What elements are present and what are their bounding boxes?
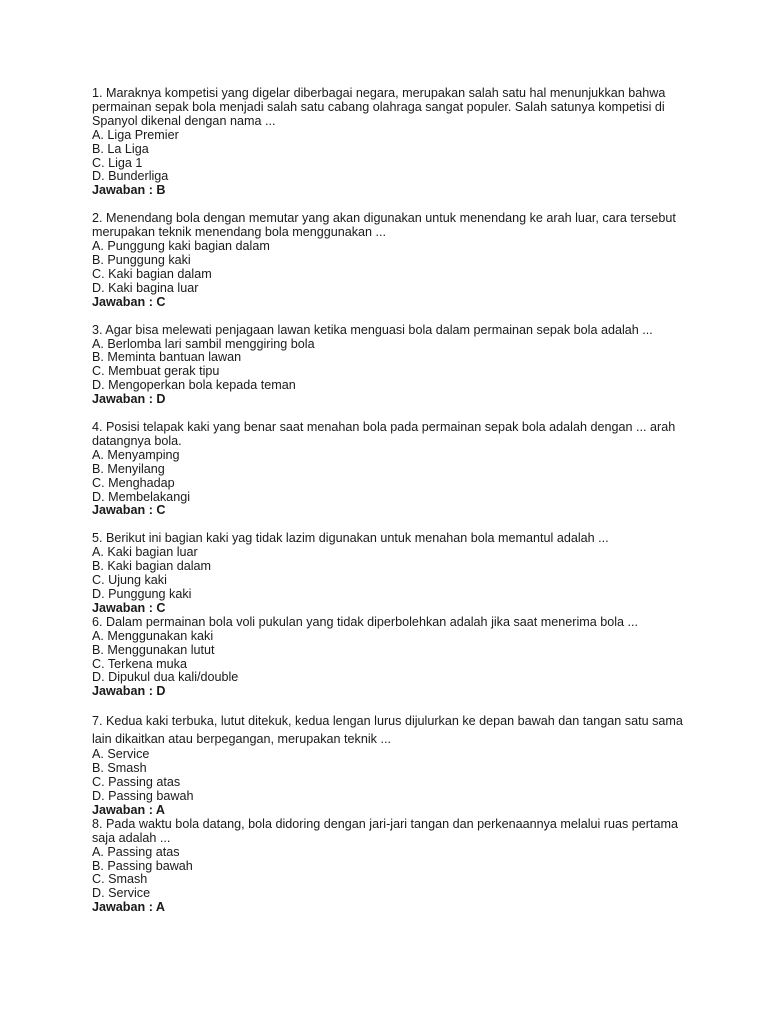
option-b: B. La Liga bbox=[92, 141, 149, 156]
answer-key: Jawaban : D bbox=[92, 392, 166, 407]
question-text: 5. Berikut ini bagian kaki yag tidak lazim digunakan untuk menahan bola memantul adalah ... bbox=[92, 531, 609, 546]
answer-key: Jawaban : A bbox=[92, 802, 166, 817]
answer-key: Jawaban : C bbox=[92, 294, 166, 309]
option-b: B. Menggunakan lutut bbox=[92, 642, 215, 657]
question-text: 3. Agar bisa melewati penjagaan lawan ketika menguasi bola dalam permainan sepak bola adalah ... bbox=[92, 322, 653, 337]
question-text: 1. Maraknya kompetisi yang digelar diberbagai negara, merupakan salah satu hal menunjukkan bahwa permainan sepak bola menjadi salah satu cabang olahraga sangat populer. Salah satunya kompetisi di Spanyol dikenal dengan nama ... bbox=[92, 86, 666, 128]
option-d: D. Bunderliga bbox=[92, 169, 169, 184]
option-d: D. Membelakangi bbox=[92, 489, 190, 504]
question-text: 8. Pada waktu bola datang, bola didoring dengan jari-jari tangan dan perkenaannya melalui ruas pertama saja adalah ... bbox=[92, 816, 679, 845]
option-c: C. Kaki bagian dalam bbox=[92, 266, 212, 281]
option-c: C. Membuat gerak tipu bbox=[92, 364, 220, 379]
question-text: 7. Kedua kaki terbuka, lutut ditekuk, kedua lengan lurus dijulurkan ke depan bawah dan tangan satu sama lain dikaitkan atau berpegangan, merupakan teknik ... bbox=[92, 714, 683, 746]
question-4 bbox=[92, 421, 692, 518]
option-d: D. Passing bawah bbox=[92, 788, 194, 803]
answer-key: Jawaban : C bbox=[92, 600, 166, 615]
option-a: A. Passing atas bbox=[92, 844, 180, 859]
option-d: D. Dipukul dua kali/double bbox=[92, 670, 239, 685]
answer-key: Jawaban : D bbox=[92, 684, 166, 699]
option-d: D. Kaki bagina luar bbox=[92, 280, 199, 295]
option-b: B. Menyilang bbox=[92, 461, 165, 476]
option-c: C. Terkena muka bbox=[92, 656, 187, 671]
question-8 bbox=[92, 818, 692, 915]
option-d: D. Service bbox=[92, 886, 151, 901]
answer-key: Jawaban : C bbox=[92, 503, 166, 518]
option-d: D. Mengoperkan bola kepada teman bbox=[92, 378, 296, 393]
question-7 bbox=[92, 713, 692, 818]
option-b: B. Passing bawah bbox=[92, 858, 193, 873]
option-a: A. Menyamping bbox=[92, 447, 180, 462]
option-c: C. Passing atas bbox=[92, 775, 181, 790]
option-a: A. Kaki bagian luar bbox=[92, 545, 198, 560]
option-a: A. Menggunakan kaki bbox=[92, 628, 214, 643]
option-b: B. Smash bbox=[92, 761, 147, 776]
option-c: C. Liga 1 bbox=[92, 155, 143, 170]
document-page bbox=[92, 87, 692, 915]
question-1 bbox=[92, 87, 692, 198]
question-text: 6. Dalam permainan bola voli pukulan yang tidak diperbolehkan adalah jika saat menerima bola ... bbox=[92, 614, 639, 629]
option-c: C. Ujung kaki bbox=[92, 573, 167, 588]
option-d: D. Punggung kaki bbox=[92, 587, 192, 601]
option-a: A. Service bbox=[92, 747, 150, 762]
question-3 bbox=[92, 324, 692, 407]
option-b: B. Meminta bantuan lawan bbox=[92, 350, 242, 365]
question-2 bbox=[92, 212, 692, 309]
answer-key: Jawaban : B bbox=[92, 183, 166, 198]
option-a: A. Berlomba lari sambil menggiring bola bbox=[92, 336, 315, 351]
question-text: 2. Menendang bola dengan memutar yang akan digunakan untuk menendang ke arah luar, cara tersebut merupakan teknik menendang bola menggunakan ... bbox=[92, 211, 676, 240]
option-b: B. Punggung kaki bbox=[92, 252, 191, 267]
option-b: B. Kaki bagian dalam bbox=[92, 559, 212, 574]
question-text: 4. Posisi telapak kaki yang benar saat menahan bola pada permainan sepak bola adalah dengan ... arah datangnya bola. bbox=[92, 420, 676, 448]
question-5 bbox=[92, 532, 692, 615]
option-c: C. Smash bbox=[92, 872, 148, 887]
answer-key: Jawaban : A bbox=[92, 900, 166, 915]
option-a: A. Punggung kaki bagian dalam bbox=[92, 239, 270, 254]
option-c: C. Menghadap bbox=[92, 475, 175, 490]
option-a: A. Liga Premier bbox=[92, 127, 179, 142]
question-6 bbox=[92, 616, 692, 699]
